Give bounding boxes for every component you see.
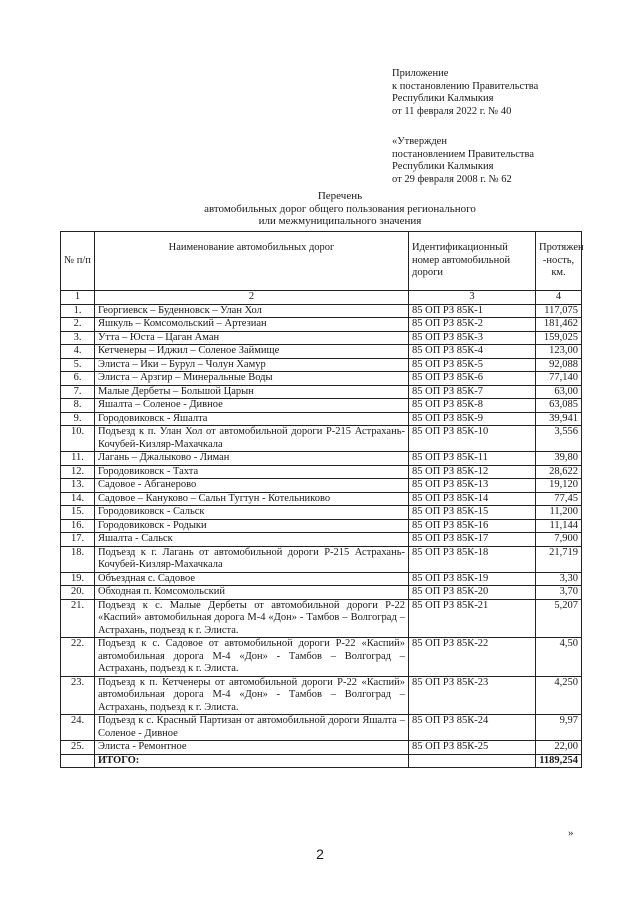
row-number: 12. (61, 465, 95, 479)
road-id: 85 ОП РЗ 85К-23 (409, 676, 536, 715)
table-row (61, 385, 582, 399)
road-name: Лагань – Джалыково - Лиман (95, 452, 409, 466)
road-name: Малые Дербеты – Большой Царын (95, 385, 409, 399)
row-number: 25. (61, 741, 95, 755)
row-number: 4. (61, 345, 95, 359)
road-name: Городовиковск - Яшалта (95, 412, 409, 426)
road-id: 85 ОП РЗ 85К-6 (409, 372, 536, 386)
table-row (61, 506, 582, 520)
road-name: Георгиевск – Буденновск – Улан Хол (95, 304, 409, 318)
total-label: ИТОГО: (95, 754, 409, 768)
road-length: 181,462 (536, 318, 582, 332)
road-name: Городовиковск - Родыки (95, 519, 409, 533)
row-number: 3. (61, 331, 95, 345)
road-length: 19,120 (536, 479, 582, 493)
road-id: 85 ОП РЗ 85К-8 (409, 399, 536, 413)
row-number: 23. (61, 676, 95, 715)
roads-table (60, 231, 582, 768)
road-name: Городовиковск - Сальск (95, 506, 409, 520)
road-length: 11,200 (536, 506, 582, 520)
table-row (61, 741, 582, 755)
road-id: 85 ОП РЗ 85К-25 (409, 741, 536, 755)
road-length: 3,556 (536, 426, 582, 452)
road-id: 85 ОП РЗ 85К-17 (409, 533, 536, 547)
table-row (61, 452, 582, 466)
road-length: 77,140 (536, 372, 582, 386)
table-row (61, 519, 582, 533)
row-number: 18. (61, 546, 95, 572)
row-number: 7. (61, 385, 95, 399)
appendix-line: от 11 февраля 2022 г. № 40 (392, 105, 512, 117)
table-row (61, 318, 582, 332)
road-name: Утта – Юста – Цаган Аман (95, 331, 409, 345)
table-row (61, 715, 582, 741)
approved-line: от 29 февраля 2008 г. № 62 (392, 173, 512, 185)
appendix-line: к постановлению Правительства (392, 80, 539, 92)
table-row (61, 372, 582, 386)
approved-line: Республики Калмыкия (392, 161, 494, 172)
road-length: 92,088 (536, 358, 582, 372)
road-id: 85 ОП РЗ 85К-2 (409, 318, 536, 332)
road-id: 85 ОП РЗ 85К-15 (409, 506, 536, 520)
road-length: 39,941 (536, 412, 582, 426)
table-row (61, 304, 582, 318)
table-row (61, 412, 582, 426)
road-length: 3,30 (536, 572, 582, 586)
column-number: 4 (536, 291, 582, 305)
header-length: Протяжен -ность, км. (536, 232, 582, 291)
row-number: 13. (61, 479, 95, 493)
row-number: 5. (61, 358, 95, 372)
road-id: 85 ОП РЗ 85К-1 (409, 304, 536, 318)
road-name: Яшалта - Сальск (95, 533, 409, 547)
road-id: 85 ОП РЗ 85К-9 (409, 412, 536, 426)
road-id: 85 ОП РЗ 85К-22 (409, 638, 536, 677)
road-id: 85 ОП РЗ 85К-4 (409, 345, 536, 359)
table-row (61, 676, 582, 715)
road-length: 63,085 (536, 399, 582, 413)
road-length: 9,97 (536, 715, 582, 741)
document-title (60, 190, 620, 228)
header-num: № п/п (61, 232, 95, 291)
table-body (61, 304, 582, 754)
road-length: 3,70 (536, 586, 582, 600)
road-name: Объездная с. Садовое (95, 572, 409, 586)
road-id: 85 ОП РЗ 85К-11 (409, 452, 536, 466)
row-number: 17. (61, 533, 95, 547)
row-number: 21. (61, 599, 95, 638)
road-length: 7,900 (536, 533, 582, 547)
road-name: Элиста - Ремонтное (95, 741, 409, 755)
page-number: 2 (316, 846, 324, 862)
road-name: Садовое - Абганерово (95, 479, 409, 493)
table-row (61, 331, 582, 345)
column-number-row (61, 291, 582, 305)
row-number: 6. (61, 372, 95, 386)
table-row (61, 479, 582, 493)
row-number: 2. (61, 318, 95, 332)
road-name: Яшкуль – Комсомольский – Артезиан (95, 318, 409, 332)
row-number: 14. (61, 492, 95, 506)
road-length: 159,025 (536, 331, 582, 345)
road-id: 85 ОП РЗ 85К-12 (409, 465, 536, 479)
row-number: 22. (61, 638, 95, 677)
row-number: 8. (61, 399, 95, 413)
title-line: или межмуниципального значения (258, 215, 422, 227)
appendix-line: Приложение (392, 68, 449, 79)
title-line: Перечень (317, 190, 363, 202)
road-length: 77,45 (536, 492, 582, 506)
road-id: 85 ОП РЗ 85К-3 (409, 331, 536, 345)
appendix-line: Республики Калмыкия (392, 93, 494, 104)
road-name: Подъезд к п. Улан Хол от автомобильной дороги Р-215 Астрахань-Кочубей-Кизляр-Махачкала (95, 426, 409, 452)
road-id: 85 ОП РЗ 85К-7 (409, 385, 536, 399)
road-name: Обходная п. Комсомольский (95, 586, 409, 600)
road-length: 28,622 (536, 465, 582, 479)
title-line: автомобильных дорог общего пользования регионального (204, 202, 476, 215)
road-name: Элиста – Ики – Бурул – Чолун Хамур (95, 358, 409, 372)
road-name: Подъезд к г. Лагань от автомобильной дороги Р-215 Астрахань-Кочубей-Кизляр-Махачкала (95, 546, 409, 572)
approved-line: «Утвержден (392, 136, 447, 147)
table-row (61, 426, 582, 452)
header-name: Наименование автомобильных дорог (95, 232, 409, 291)
header-id: Идентификационный номер автомобильной дороги (409, 232, 536, 291)
table-header-row (61, 232, 582, 291)
approved-line: постановлением Правительства (392, 148, 535, 160)
table-row (61, 399, 582, 413)
total-row (61, 754, 582, 768)
road-name: Кетченеры – Иджил – Соленое Займище (95, 345, 409, 359)
appendix-note (392, 68, 538, 118)
road-name: Садовое – Кануково – Сальн Тугтун - Котельниково (95, 492, 409, 506)
table-row (61, 546, 582, 572)
row-number: 16. (61, 519, 95, 533)
road-name: Элиста – Арзгир – Минеральные Воды (95, 372, 409, 386)
closing-quote: » (568, 827, 574, 839)
road-name: Подъезд к с. Малые Дербеты от автомобильной дороги Р-22 «Каспий» автомобильная дорога М-4 «Дон» - Тамбов – Волгоград – Астрахань, подъезд к г. Элиста. (95, 599, 409, 638)
table-row (61, 638, 582, 677)
road-length: 123,00 (536, 345, 582, 359)
road-id: 85 ОП РЗ 85К-21 (409, 599, 536, 638)
row-number: 11. (61, 452, 95, 466)
row-number: 24. (61, 715, 95, 741)
road-id: 85 ОП РЗ 85К-14 (409, 492, 536, 506)
road-length: 5,207 (536, 599, 582, 638)
table-row (61, 572, 582, 586)
road-length: 21,719 (536, 546, 582, 572)
row-number: 19. (61, 572, 95, 586)
table-row (61, 533, 582, 547)
road-id: 85 ОП РЗ 85К-19 (409, 572, 536, 586)
table-row (61, 465, 582, 479)
total-id-cell (409, 754, 536, 768)
table-row (61, 358, 582, 372)
road-id: 85 ОП РЗ 85К-16 (409, 519, 536, 533)
table-row (61, 599, 582, 638)
row-number: 10. (61, 426, 95, 452)
total-num-cell (61, 754, 95, 768)
road-name: Подъезд к п. Кетченеры от автомобильной дороги Р-22 «Каспий» автомобильная дорога М-4 «Дон» - Тамбов – Волгоград – Астрахань, подъезд к г. Элиста. (95, 676, 409, 715)
row-number: 15. (61, 506, 95, 520)
road-length: 22,00 (536, 741, 582, 755)
column-number: 3 (409, 291, 536, 305)
road-id: 85 ОП РЗ 85К-10 (409, 426, 536, 452)
road-id: 85 ОП РЗ 85К-13 (409, 479, 536, 493)
column-number: 1 (61, 291, 95, 305)
table-row (61, 586, 582, 600)
road-name: Яшалта – Соленое - Дивное (95, 399, 409, 413)
road-length: 63,00 (536, 385, 582, 399)
road-id: 85 ОП РЗ 85К-20 (409, 586, 536, 600)
road-length: 4,250 (536, 676, 582, 715)
road-name: Подъезд к с. Красный Партизан от автомобильной дороги Яшалта – Соленое - Дивное (95, 715, 409, 741)
table-row (61, 492, 582, 506)
road-name: Подъезд к с. Садовое от автомобильной дороги Р-22 «Каспий» автомобильная дорога М-4 «Дон» - Тамбов – Волгоград – Астрахань, подъезд к г. Элиста. (95, 638, 409, 677)
approved-note (392, 136, 534, 186)
road-length: 11,144 (536, 519, 582, 533)
road-length: 4,50 (536, 638, 582, 677)
row-number: 9. (61, 412, 95, 426)
road-name: Городовиковск - Тахта (95, 465, 409, 479)
row-number: 20. (61, 586, 95, 600)
column-number: 2 (95, 291, 409, 305)
road-length: 39,80 (536, 452, 582, 466)
road-id: 85 ОП РЗ 85К-5 (409, 358, 536, 372)
road-id: 85 ОП РЗ 85К-24 (409, 715, 536, 741)
table-row (61, 345, 582, 359)
row-number: 1. (61, 304, 95, 318)
total-value: 1189,254 (536, 754, 582, 768)
road-id: 85 ОП РЗ 85К-18 (409, 546, 536, 572)
road-length: 117,075 (536, 304, 582, 318)
